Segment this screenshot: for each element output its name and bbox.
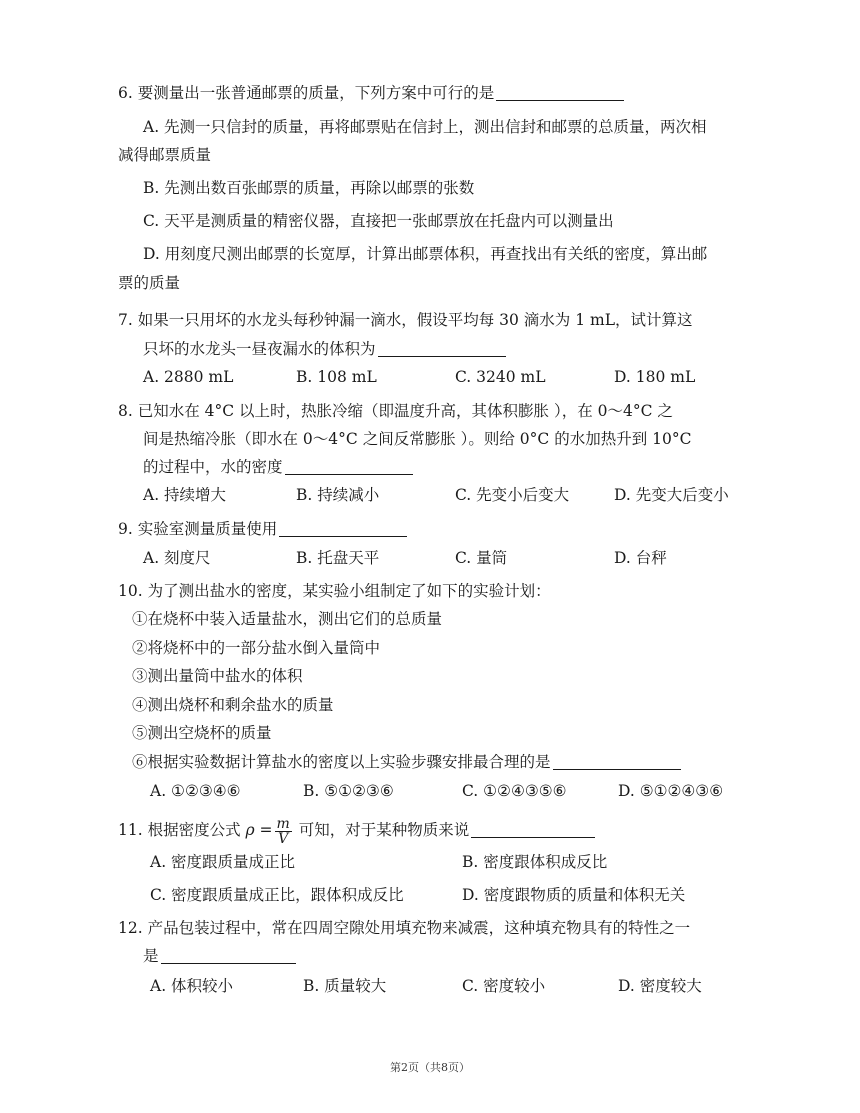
q8-option-c: C. 先变小后变大 (455, 486, 570, 504)
q8-option-a: A. 持续增大 (143, 486, 227, 504)
q6-option-c: C. 天平是测质量的精密仪器，直接把一张邮票放在托盘内可以测量出 (143, 212, 614, 230)
q12-stem-cont: 是 (143, 945, 296, 967)
q10-option-a: A. ①②③④⑥ (150, 782, 241, 800)
q11-stem: 11. 根据密度公式 ρ = $\frac{m}{V}$ 可知，对于某种物质来说 (118, 815, 595, 846)
q10-option-b: B. ⑤①②③⑥ (303, 782, 394, 800)
answer-blank (161, 947, 296, 964)
q12-option-d: D. 密度较大 (618, 977, 702, 995)
q7-option-d: D. 180 mL (614, 368, 696, 386)
q12-option-a: A. 体积较小 (150, 977, 234, 995)
q11-option-c: C. 密度跟质量成正比，跟体积成反比 (150, 886, 404, 904)
q7-stem: 7. 如果一只用坏的水龙头每秒钟漏一滴水，假设平均每 30 滴水为 1 mL，试计算这 (118, 311, 693, 329)
q10-step-1: ①在烧杯中装入适量盐水，测出它们的总质量 (132, 610, 443, 628)
q12-stem: 12. 产品包装过程中，常在四周空隙处用填充物来减震，这种填充物具有的特性之一 (118, 919, 691, 937)
q12-option-b: B. 质量较大 (303, 977, 387, 995)
q8-option-b: B. 持续减小 (296, 486, 380, 504)
answer-blank (471, 821, 595, 838)
answer-blank (496, 84, 624, 101)
q6-option-d-cont: 票的质量 (118, 274, 181, 292)
q7-option-b: B. 108 mL (296, 368, 377, 386)
density-formula-rho: ρ = (245, 821, 273, 839)
q9-option-d: D. 台秤 (614, 549, 667, 567)
q10-step-3: ③测出量筒中盐水的体积 (132, 667, 303, 685)
q7-option-c: C. 3240 mL (455, 368, 546, 386)
q6-stem: 6. 要测量出一张普通邮票的质量，下列方案中可行的是 (118, 82, 624, 104)
q8-stem: 8. 已知水在 4°C 以上时，热胀冷缩（即温度升高，其体积膨胀 ），在 0～4°C 之 (118, 402, 673, 420)
answer-blank (378, 340, 506, 357)
q10-step-5: ⑤测出空烧杯的质量 (132, 724, 272, 742)
q8-option-d: D. 先变大后变小 (614, 486, 729, 504)
density-formula-fraction: $\frac{m}{V}$ (276, 815, 290, 847)
q10-stem: 10. 为了测出盐水的密度，某实验小组制定了如下的实验计划： (118, 582, 551, 600)
q10-option-c: C. ①②④③⑤⑥ (462, 782, 567, 800)
q8-stem-cont: 间是热缩冷胀（即水在 0～4°C 之间反常膨胀 ）。则给 0°C 的水加热升到 10°C (143, 430, 692, 448)
q12-option-c: C. 密度较小 (462, 977, 546, 995)
answer-blank (285, 458, 413, 475)
q11-option-d: D. 密度跟物质的质量和体积无关 (462, 886, 686, 904)
page-number: 第2页（共8页） (390, 1061, 470, 1074)
q6-option-a: A. 先测一只信封的质量，再将邮票贴在信封上，测出信封和邮票的总质量，两次相 (143, 118, 707, 136)
q9-stem: 9. 实验室测量质量使用 (118, 518, 407, 540)
q10-option-d: D. ⑤①②④③⑥ (618, 782, 724, 800)
q6-option-a-cont: 减得邮票质量 (118, 146, 212, 164)
q11-option-a: A. 密度跟质量成正比 (150, 853, 296, 871)
answer-blank (553, 753, 681, 770)
q6-option-d: D. 用刻度尺测出邮票的长宽厚，计算出邮票体积，再查找出有关纸的密度，算出邮 (143, 245, 708, 263)
q11-option-b: B. 密度跟体积成反比 (462, 853, 608, 871)
q9-option-c: C. 量筒 (455, 549, 508, 567)
q9-option-a: A. 刻度尺 (143, 549, 211, 567)
q9-option-b: B. 托盘天平 (296, 549, 380, 567)
q7-stem-cont: 只坏的水龙头一昼夜漏水的体积为 (143, 338, 506, 360)
answer-blank (279, 520, 407, 537)
q7-option-a: A. 2880 mL (143, 368, 234, 386)
q10-step-2: ②将烧杯中的一部分盐水倒入量筒中 (132, 639, 381, 657)
q6-option-b: B. 先测出数百张邮票的质量，再除以邮票的张数 (143, 179, 475, 197)
q10-step-6: ⑥根据实验数据计算盐水的密度以上实验步骤安排最合理的是 (132, 751, 681, 773)
q8-stem-cont2: 的过程中，水的密度 (143, 456, 413, 478)
q10-step-4: ④测出烧杯和剩余盐水的质量 (132, 696, 334, 714)
